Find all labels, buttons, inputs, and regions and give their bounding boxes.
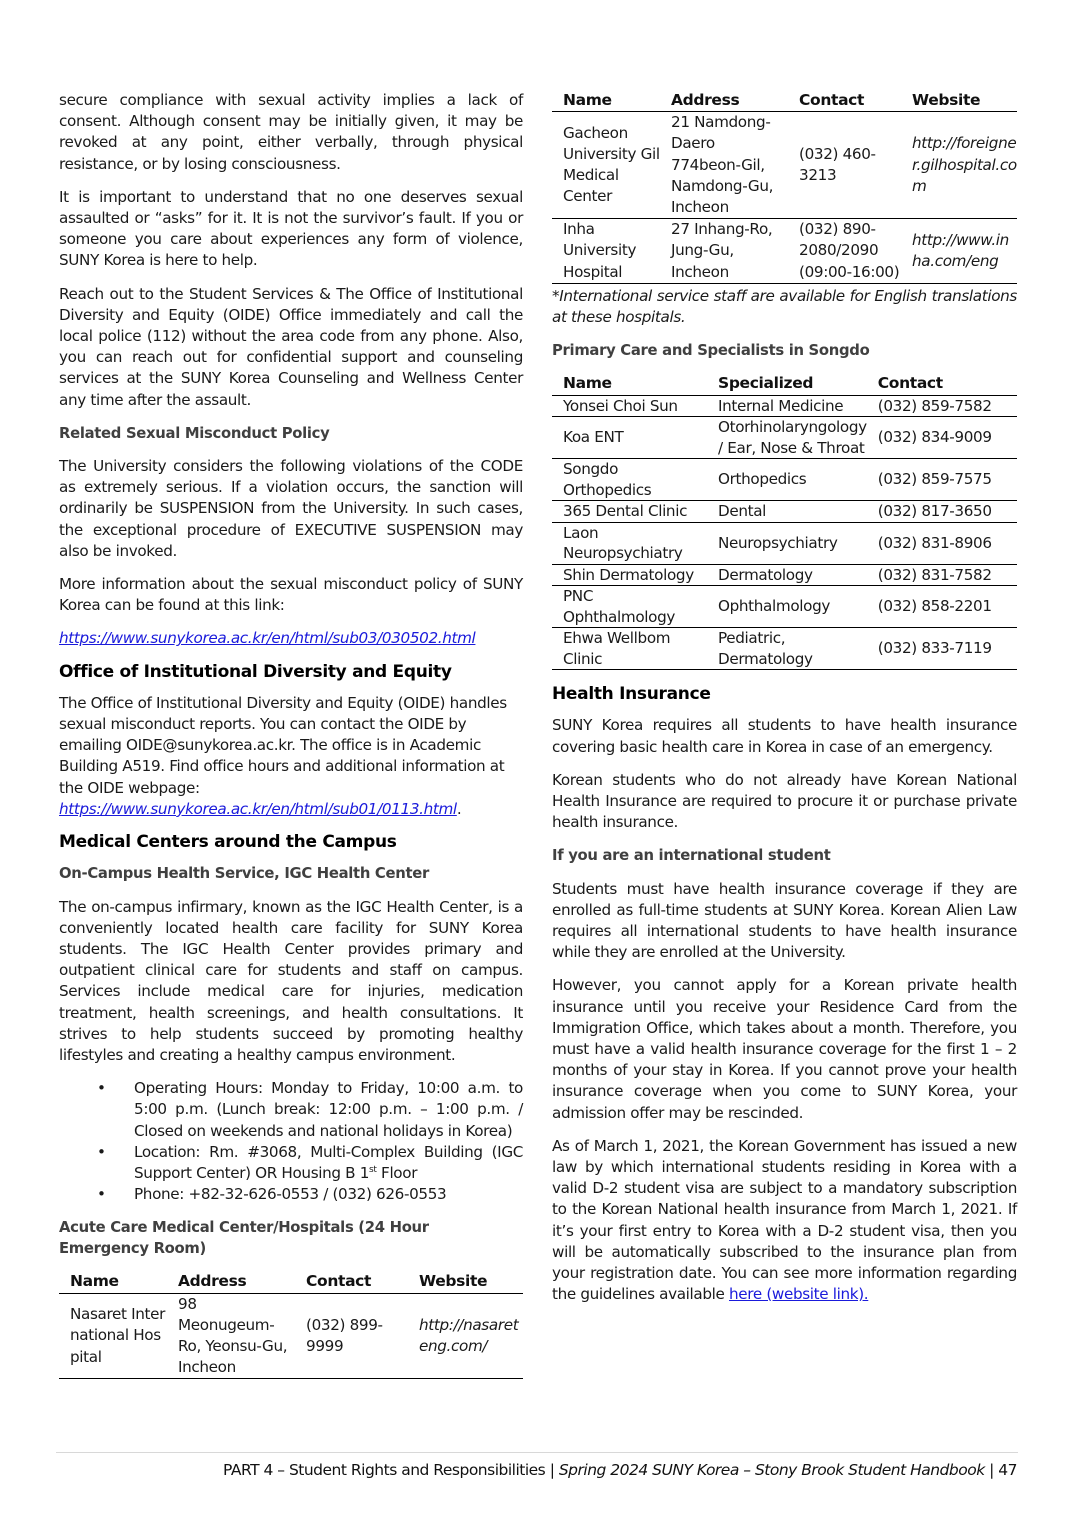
table-row [552, 628, 1017, 670]
bullet-icon: • [97, 1185, 106, 1204]
cell-name: PNC Ophthalmology [552, 586, 707, 628]
right-column [552, 90, 1017, 1317]
cell-specialized: Dental [707, 501, 867, 523]
col-name: Name [552, 90, 660, 112]
international-heading: If you are an international student [552, 847, 831, 865]
website-link[interactable]: here (website link). [729, 1285, 869, 1304]
cell-contact: (032) 833-7119 [867, 628, 1017, 670]
location-text: Location: Rm. #3068, Multi-Complex Building (IGC Support Center) OR Housing B 1 [134, 1142, 523, 1182]
cell-contact: (032) 817-3650 [867, 501, 1017, 523]
policy-link[interactable]: https://www.sunykorea.ac.kr/en/html/sub03/030502.html [59, 629, 476, 648]
col-address: Address [167, 1271, 295, 1293]
list-item-location [59, 1142, 523, 1184]
table-row [552, 112, 1017, 219]
footer-handbook: Spring 2024 SUNY Korea – Stony Brook Student Handbook [558, 1461, 985, 1479]
mandatory-insurance-text: As of March 1, 2021, the Korean Government has issued a new law by which international students residing in Korea with a valid D-2 student visa are subject to a mandatory subscription to the Korean National health insurance from March 1, 2021. If it’s your first entry to Korea with a D-2 student visa, then you will be automatically subscribed to the insurance plan from your registration date. You can see more information regarding the guidelines available [552, 1136, 1017, 1304]
cell-specialized: Orthopedics [707, 459, 867, 501]
oide-text: The Office of Institutional Diversity and Equity (OIDE) handles sexual misconduct reports. You can contact the OIDE by emailing OIDE@sunykorea.ac.kr. The office is in Academic Building A519. Find office hours and additional information at the OIDE webpage: [59, 693, 507, 797]
international-paragraph-3 [552, 1136, 1017, 1306]
table-row [59, 1293, 523, 1379]
health-insurance-heading: Health Insurance [552, 684, 711, 705]
col-specialized: Specialized [707, 373, 867, 395]
cell-contact: (032) 899-9999 [295, 1293, 408, 1379]
cell-contact: (032) 890-2080/2090 (09:00-16:00) [788, 219, 901, 284]
page-number: 47 [998, 1461, 1017, 1479]
page-footer [223, 1461, 1017, 1479]
international-paragraph-1: Students must have health insurance coverage if they are enrolled as full-time students at SUNY Korea. Korean Alien Law requires all international students to have health insurance while they are enrolled at the University. [552, 879, 1017, 962]
location-floor: Floor [376, 1163, 418, 1182]
igc-info-list [59, 1078, 523, 1205]
igc-paragraph: The on-campus infirmary, known as the IGC Health Center, is a conveniently located health care facility for SUNY Korea students. The IGC Health Center provides primary and outpatient clinical care for students and staff on campus. Services include medical care for injuries, medication treatment, health screenings, and health consultations. It strives to help students succeed by promoting healthy lifestyles and creating a healthy campus environment. [59, 897, 523, 1064]
oide-paragraph [59, 693, 523, 820]
policy-more-info: More information about the sexual misconduct policy of SUNY Korea can be found at this link: [59, 575, 523, 615]
table-row [552, 395, 1017, 417]
insurance-paragraph-2: Korean students who do not already have Korean National Health Insurance are required to procure it or purchase private health insurance. [552, 770, 1017, 832]
col-name: Name [552, 373, 707, 395]
cell-name: Ehwa Wellbom Clinic [552, 628, 707, 670]
survivor-paragraph: It is important to understand that no one deserves sexual assaulted or “asks” for it. It is not the survivor’s fault. If you or someone you care about experiences any form of violence, SUNY Korea is here to help. [59, 187, 523, 270]
cell-name: Gacheon University Gil Medical Center [552, 112, 660, 219]
songdo-table-body [552, 395, 1017, 670]
col-contact: Contact [295, 1271, 408, 1293]
cell-address: 27 Inhang-Ro, Jung-Gu, Incheon [660, 219, 788, 284]
songdo-table [552, 373, 1017, 670]
songdo-heading: Primary Care and Specialists in Songdo [552, 342, 870, 360]
hospitals-note: *International service staff are available for English translations at these hospitals. [552, 286, 1017, 327]
oide-link[interactable]: https://www.sunykorea.ac.kr/en/html/sub01/0113.html [59, 799, 457, 818]
international-paragraph-2: However, you cannot apply for a Korean private health insurance until you receive your Residence Card from the Immigration Office, which takes about a month. Therefore, you must have a valid health insurance coverage for the first 1 – 2 months of your stay in Korea. If you cannot prove your health insurance coverage when you come to SUNY Korea, your admission offer may be rescinded. [552, 976, 1017, 1122]
cell-name: Inha University Hospital [552, 219, 660, 284]
table-row [552, 564, 1017, 586]
col-address: Address [660, 90, 788, 112]
cell-contact: (032) 460-3213 [788, 112, 901, 219]
oide-heading: Office of Institutional Diversity and Equity [59, 661, 452, 682]
table-header-row [552, 90, 1017, 112]
cell-address: 98 Meonugeum-Ro, Yeonsu-Gu, Incheon [167, 1293, 295, 1379]
footer-divider [56, 1452, 1018, 1453]
table-row [552, 417, 1017, 459]
insurance-paragraph-1: SUNY Korea requires all students to have health insurance covering basic health care in Korea in case of an emergency. [552, 716, 1017, 756]
cell-contact: (032) 858-2201 [867, 586, 1017, 628]
hospitals-table [552, 90, 1017, 284]
cell-contact: (032) 859-7582 [867, 395, 1017, 417]
col-contact: Contact [867, 373, 1017, 395]
footer-part: PART 4 – Student Rights and Responsibilities | [222, 1461, 559, 1479]
col-website: Website [901, 90, 1017, 112]
col-website: Website [408, 1271, 523, 1293]
table-row [552, 586, 1017, 628]
cell-name: Songdo Orthopedics [552, 459, 707, 501]
cell-specialized: Neuropsychiatry [707, 522, 867, 564]
table-header-row [59, 1271, 523, 1293]
medical-centers-heading: Medical Centers around the Campus [59, 832, 397, 853]
cell-name: 365 Dental Clinic [552, 501, 707, 523]
cell-contact: (032) 859-7575 [867, 459, 1017, 501]
cell-name: Koa ENT [552, 417, 707, 459]
col-contact: Contact [788, 90, 901, 112]
cell-website: http://www.inha.com/eng [901, 219, 1017, 284]
cell-specialized: Pediatric, Dermatology [707, 628, 867, 670]
list-item-hours [59, 1078, 523, 1142]
igc-heading: On-Campus Health Service, IGC Health Center [59, 865, 429, 883]
left-column [59, 90, 523, 1379]
cell-website: http://foreigner.gilhospital.com [901, 112, 1017, 219]
table-row [552, 501, 1017, 523]
acute-care-heading: Acute Care Medical Center/Hospitals (24 Hour Emergency Room) [59, 1219, 429, 1258]
cell-specialized: Dermatology [707, 564, 867, 586]
ordinal-suffix: st [369, 1164, 377, 1175]
list-item-phone [59, 1184, 523, 1205]
period: . [456, 799, 462, 818]
table-header-row [552, 373, 1017, 395]
table-row [552, 459, 1017, 501]
cell-contact: (032) 834-9009 [867, 417, 1017, 459]
cell-name: Laon Neuropsychiatry [552, 522, 707, 564]
cell-name: Yonsei Choi Sun [552, 395, 707, 417]
consent-paragraph: secure compliance with sexual activity implies a lack of consent. Although consent may be initially given, it may be revoked at any point, either verbally, through physical resistance, or by losing consciousness. [59, 91, 523, 173]
cell-specialized: Ophthalmology [707, 586, 867, 628]
phone-text: Phone: +82-32-626-0553 / (032) 626-0553 [134, 1185, 447, 1204]
hours-text: Operating Hours: Monday to Friday, 10:00 a.m. to 5:00 p.m. (Lunch break: 12:00 p.m. – 1:00 p.m. / Closed on weekends and national holidays in Korea) [134, 1079, 523, 1140]
acute-care-table [59, 1271, 523, 1379]
policy-heading: Related Sexual Misconduct Policy [59, 424, 330, 442]
bullet-icon: • [97, 1079, 106, 1098]
cell-name: Shin Dermatology [552, 564, 707, 586]
table-row [552, 219, 1017, 284]
policy-paragraph: The University considers the following violations of the CODE as extremely serious. If a violation occurs, the sanction will ordinarily be SUSPENSION from the University. In such cases, the exceptional procedure of EXECUTIVE SUSPENSION may also be invoked. [59, 457, 523, 560]
cell-contact: (032) 831-8906 [867, 522, 1017, 564]
cell-specialized: Internal Medicine [707, 395, 867, 417]
cell-contact: (032) 831-7582 [867, 564, 1017, 586]
reach-out-paragraph: Reach out to the Student Services & The Office of Institutional Diversity and Equity (OIDE) Office immediately and call the local police (112) without the area code from any phone. Also, you can reach out for confidential support and counseling services at the SUNY Korea Counseling and Wellness Center any time after the assault. [59, 284, 523, 409]
col-name: Name [59, 1271, 167, 1293]
cell-website: http://nasareteng.com/ [408, 1293, 523, 1379]
footer-sep: | [984, 1461, 999, 1479]
cell-address: 21 Namdong-Daero 774beon-Gil, Namdong-Gu, Incheon [660, 112, 788, 219]
table-row [552, 522, 1017, 564]
cell-name: Nasaret International Hospital [59, 1293, 167, 1379]
bullet-icon: • [97, 1142, 106, 1161]
cell-specialized: Otorhinolaryngology / Ear, Nose & Throat [707, 417, 867, 459]
